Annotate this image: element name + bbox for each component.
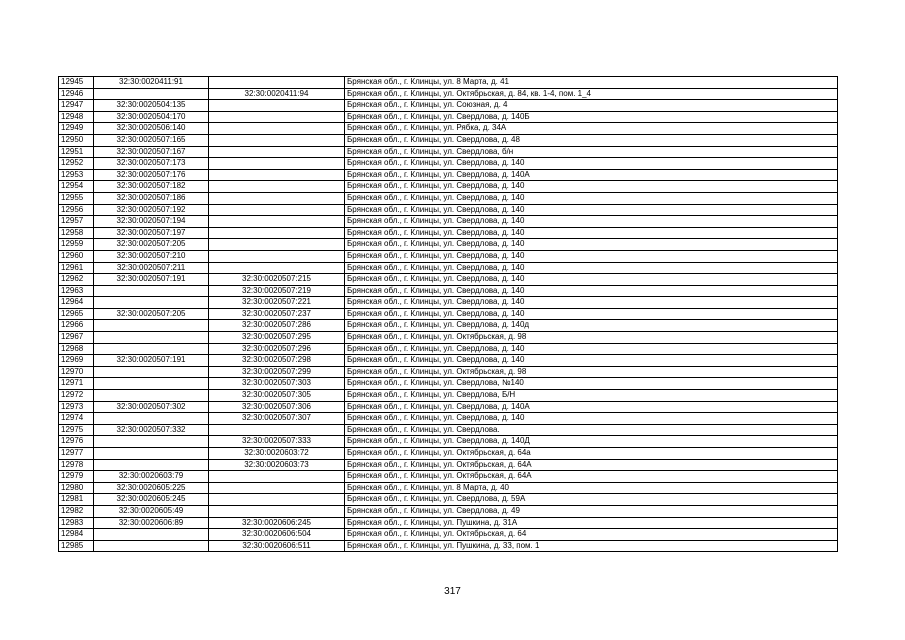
address-cell: Брянская обл., г. Клинцы, ул. Союзная, д. 4 [345,100,838,112]
table-row [59,134,838,146]
address-cell: Брянская обл., г. Клинцы, ул. Октябрьская, д. 98 [345,332,838,344]
table-row [59,169,838,181]
table-row [59,204,838,216]
table-row [59,297,838,309]
cadastral-number-cell: 32:30:0020507:197 [94,227,209,239]
address-cell: Брянская обл., г. Клинцы, ул. Свердлова, д. 140А [345,169,838,181]
table-row [59,250,838,262]
table-row [59,540,838,552]
address-cell: Брянская обл., г. Клинцы, ул. 8 Марта, д. 40 [345,482,838,494]
table-row [59,366,838,378]
row-number-cell: 12961 [59,262,94,274]
row-number-cell: 12952 [59,158,94,170]
related-cadastral-number-cell: 32:30:0020507:219 [209,285,345,297]
row-number-cell: 12947 [59,100,94,112]
table-row [59,482,838,494]
related-cadastral-number-cell [209,250,345,262]
address-cell: Брянская обл., г. Клинцы, ул. Свердлова, д. 48 [345,134,838,146]
address-cell: Брянская обл., г. Клинцы, ул. Свердлова, д. 140д [345,320,838,332]
related-cadastral-number-cell [209,505,345,517]
related-cadastral-number-cell: 32:30:0020507:305 [209,390,345,402]
related-cadastral-number-cell: 32:30:0020507:221 [209,297,345,309]
row-number-cell: 12985 [59,540,94,552]
cadastral-number-cell: 32:30:0020606:89 [94,517,209,529]
cadastral-number-cell: 32:30:0020507:186 [94,192,209,204]
related-cadastral-number-cell [209,482,345,494]
cadastral-number-cell: 32:30:0020507:191 [94,274,209,286]
row-number-cell: 12964 [59,297,94,309]
row-number-cell: 12977 [59,448,94,460]
row-number-cell: 12954 [59,181,94,193]
address-cell: Брянская обл., г. Клинцы, ул. Свердлова, д. 140 [345,158,838,170]
table-row [59,123,838,135]
address-cell: Брянская обл., г. Клинцы, ул. Свердлова, д. 140 [345,216,838,228]
related-cadastral-number-cell: 32:30:0020507:296 [209,343,345,355]
row-number-cell: 12955 [59,192,94,204]
table-row [59,517,838,529]
cadastral-number-cell [94,459,209,471]
cadastral-number-cell: 32:30:0020507:173 [94,158,209,170]
row-number-cell: 12949 [59,123,94,135]
address-cell: Брянская обл., г. Клинцы, ул. Свердлова. [345,424,838,436]
cadastral-number-cell [94,390,209,402]
table-row [59,401,838,413]
cadastral-number-cell: 32:30:0020507:191 [94,355,209,367]
cadastral-number-cell: 32:30:0020605:225 [94,482,209,494]
table-row [59,436,838,448]
address-cell: Брянская обл., г. Клинцы, ул. Свердлова, д. 140 [345,355,838,367]
table-row [59,448,838,460]
table-row [59,216,838,228]
table-row [59,529,838,541]
table-row [59,274,838,286]
related-cadastral-number-cell: 32:30:0020606:504 [209,529,345,541]
registry-table [58,76,838,552]
row-number-cell: 12963 [59,285,94,297]
cadastral-number-cell: 32:30:0020605:49 [94,505,209,517]
address-cell: Брянская обл., г. Клинцы, ул. Свердлова, д. 140 [345,343,838,355]
address-cell: Брянская обл., г. Клинцы, ул. Свердлова, д. 140Б [345,111,838,123]
related-cadastral-number-cell [209,146,345,158]
row-number-cell: 12959 [59,239,94,251]
related-cadastral-number-cell: 32:30:0020603:73 [209,459,345,471]
related-cadastral-number-cell [209,181,345,193]
address-cell: Брянская обл., г. Клинцы, ул. Свердлова, д. 140Д [345,436,838,448]
row-number-cell: 12960 [59,250,94,262]
table-row [59,378,838,390]
table-row [59,343,838,355]
address-cell: Брянская обл., г. Клинцы, ул. 8 Марта, д. 41 [345,77,838,89]
table-row [59,390,838,402]
cadastral-number-cell [94,413,209,425]
cadastral-number-cell: 32:30:0020507:165 [94,134,209,146]
address-cell: Брянская обл., г. Клинцы, ул. Свердлова, д. 140 [345,413,838,425]
cadastral-number-cell: 32:30:0020506:140 [94,123,209,135]
row-number-cell: 12982 [59,505,94,517]
table-row [59,239,838,251]
related-cadastral-number-cell: 32:30:0020507:306 [209,401,345,413]
related-cadastral-number-cell [209,204,345,216]
table-row [59,505,838,517]
cadastral-number-cell: 32:30:0020507:332 [94,424,209,436]
cadastral-number-cell: 32:30:0020603:79 [94,471,209,483]
table-row [59,471,838,483]
address-cell: Брянская обл., г. Клинцы, ул. Октябрьская, д. 84, кв. 1-4, пом. 1_4 [345,88,838,100]
row-number-cell: 12968 [59,343,94,355]
cadastral-number-cell [94,343,209,355]
address-cell: Брянская обл., г. Клинцы, ул. Свердлова, д. 140 [345,227,838,239]
table-row [59,227,838,239]
address-cell: Брянская обл., г. Клинцы, ул. Свердлова, д. 140 [345,308,838,320]
row-number-cell: 12946 [59,88,94,100]
row-number-cell: 12983 [59,517,94,529]
row-number-cell: 12957 [59,216,94,228]
cadastral-number-cell: 32:30:0020507:205 [94,308,209,320]
cadastral-number-cell: 32:30:0020507:182 [94,181,209,193]
related-cadastral-number-cell [209,134,345,146]
address-cell: Брянская обл., г. Клинцы, ул. Рябка, д. 34А [345,123,838,135]
row-number-cell: 12953 [59,169,94,181]
address-cell: Брянская обл., г. Клинцы, ул. Октябрьская, д. 64а [345,448,838,460]
address-cell: Брянская обл., г. Клинцы, ул. Свердлова, д. 59А [345,494,838,506]
table-row [59,332,838,344]
related-cadastral-number-cell [209,216,345,228]
related-cadastral-number-cell [209,169,345,181]
row-number-cell: 12976 [59,436,94,448]
table-row [59,192,838,204]
related-cadastral-number-cell: 32:30:0020507:286 [209,320,345,332]
related-cadastral-number-cell [209,227,345,239]
related-cadastral-number-cell [209,158,345,170]
related-cadastral-number-cell: 32:30:0020507:333 [209,436,345,448]
related-cadastral-number-cell [209,123,345,135]
related-cadastral-number-cell [209,262,345,274]
table-row [59,146,838,158]
address-cell: Брянская обл., г. Клинцы, ул. Свердлова, №140 [345,378,838,390]
related-cadastral-number-cell: 32:30:0020411:94 [209,88,345,100]
cadastral-number-cell: 32:30:0020507:176 [94,169,209,181]
cadastral-number-cell: 32:30:0020507:194 [94,216,209,228]
cadastral-number-cell [94,436,209,448]
cadastral-number-cell: 32:30:0020507:211 [94,262,209,274]
row-number-cell: 12965 [59,308,94,320]
page-number: 317 [444,586,461,597]
table-row [59,181,838,193]
row-number-cell: 12969 [59,355,94,367]
cadastral-number-cell [94,88,209,100]
related-cadastral-number-cell [209,100,345,112]
row-number-cell: 12984 [59,529,94,541]
registry-body [59,77,838,552]
cadastral-number-cell [94,448,209,460]
cadastral-number-cell [94,529,209,541]
cadastral-number-cell: 32:30:0020504:135 [94,100,209,112]
cadastral-number-cell [94,285,209,297]
cadastral-number-cell: 32:30:0020605:245 [94,494,209,506]
table-row [59,308,838,320]
related-cadastral-number-cell [209,239,345,251]
related-cadastral-number-cell: 32:30:0020507:307 [209,413,345,425]
related-cadastral-number-cell [209,494,345,506]
row-number-cell: 12978 [59,459,94,471]
table-row [59,77,838,89]
row-number-cell: 12971 [59,378,94,390]
table-row [59,111,838,123]
table-row [59,320,838,332]
cadastral-number-cell: 32:30:0020507:192 [94,204,209,216]
related-cadastral-number-cell: 32:30:0020507:215 [209,274,345,286]
cadastral-number-cell: 32:30:0020507:302 [94,401,209,413]
related-cadastral-number-cell: 32:30:0020603:72 [209,448,345,460]
related-cadastral-number-cell: 32:30:0020507:295 [209,332,345,344]
row-number-cell: 12970 [59,366,94,378]
address-cell: Брянская обл., г. Клинцы, ул. Свердлова, д. 49 [345,505,838,517]
address-cell: Брянская обл., г. Клинцы, ул. Пушкина, д. 33, пом. 1 [345,540,838,552]
cadastral-number-cell: 32:30:0020507:167 [94,146,209,158]
table-row [59,355,838,367]
row-number-cell: 12945 [59,77,94,89]
row-number-cell: 12958 [59,227,94,239]
address-cell: Брянская обл., г. Клинцы, ул. Свердлова, д. 140 [345,262,838,274]
table-row [59,459,838,471]
related-cadastral-number-cell [209,111,345,123]
row-number-cell: 12974 [59,413,94,425]
address-cell: Брянская обл., г. Клинцы, ул. Октябрьская, д. 64 [345,529,838,541]
row-number-cell: 12962 [59,274,94,286]
row-number-cell: 12972 [59,390,94,402]
address-cell: Брянская обл., г. Клинцы, ул. Свердлова, д. 140 [345,204,838,216]
address-cell: Брянская обл., г. Клинцы, ул. Октябрьская, д. 64А [345,471,838,483]
address-cell: Брянская обл., г. Клинцы, ул. Свердлова, д. 140 [345,297,838,309]
related-cadastral-number-cell [209,471,345,483]
related-cadastral-number-cell [209,424,345,436]
row-number-cell: 12967 [59,332,94,344]
cadastral-number-cell [94,366,209,378]
address-cell: Брянская обл., г. Клинцы, ул. Свердлова, д. 140 [345,285,838,297]
table-row [59,285,838,297]
related-cadastral-number-cell: 32:30:0020606:245 [209,517,345,529]
row-number-cell: 12975 [59,424,94,436]
row-number-cell: 12950 [59,134,94,146]
address-cell: Брянская обл., г. Клинцы, ул. Свердлова, д. 140 [345,250,838,262]
row-number-cell: 12973 [59,401,94,413]
address-cell: Брянская обл., г. Клинцы, ул. Октябрьская, д. 64А [345,459,838,471]
address-cell: Брянская обл., г. Клинцы, ул. Октябрьская, д. 98 [345,366,838,378]
address-cell: Брянская обл., г. Клинцы, ул. Свердлова, б/н [345,146,838,158]
cadastral-number-cell [94,378,209,390]
table-row [59,494,838,506]
row-number-cell: 12951 [59,146,94,158]
address-cell: Брянская обл., г. Клинцы, ул. Пушкина, д. 31А [345,517,838,529]
row-number-cell: 12981 [59,494,94,506]
table-row [59,424,838,436]
row-number-cell: 12948 [59,111,94,123]
row-number-cell: 12956 [59,204,94,216]
address-cell: Брянская обл., г. Клинцы, ул. Свердлова, Б/Н [345,390,838,402]
row-number-cell: 12979 [59,471,94,483]
table-row [59,158,838,170]
related-cadastral-number-cell [209,192,345,204]
cadastral-number-cell [94,320,209,332]
table-row [59,413,838,425]
address-cell: Брянская обл., г. Клинцы, ул. Свердлова, д. 140А [345,401,838,413]
address-cell: Брянская обл., г. Клинцы, ул. Свердлова, д. 140 [345,192,838,204]
related-cadastral-number-cell: 32:30:0020507:303 [209,378,345,390]
related-cadastral-number-cell: 32:30:0020507:299 [209,366,345,378]
cadastral-number-cell [94,332,209,344]
row-number-cell: 12980 [59,482,94,494]
related-cadastral-number-cell: 32:30:0020507:237 [209,308,345,320]
related-cadastral-number-cell: 32:30:0020507:298 [209,355,345,367]
cadastral-number-cell: 32:30:0020504:170 [94,111,209,123]
cadastral-number-cell: 32:30:0020411:91 [94,77,209,89]
cadastral-number-cell [94,297,209,309]
address-cell: Брянская обл., г. Клинцы, ул. Свердлова, д. 140 [345,181,838,193]
cadastral-number-cell: 32:30:0020507:210 [94,250,209,262]
cadastral-number-cell [94,540,209,552]
related-cadastral-number-cell [209,77,345,89]
table-row [59,262,838,274]
table-row [59,88,838,100]
table-row [59,100,838,112]
row-number-cell: 12966 [59,320,94,332]
cadastral-number-cell: 32:30:0020507:205 [94,239,209,251]
address-cell: Брянская обл., г. Клинцы, ул. Свердлова, д. 140 [345,274,838,286]
address-cell: Брянская обл., г. Клинцы, ул. Свердлова, д. 140 [345,239,838,251]
related-cadastral-number-cell: 32:30:0020606:511 [209,540,345,552]
